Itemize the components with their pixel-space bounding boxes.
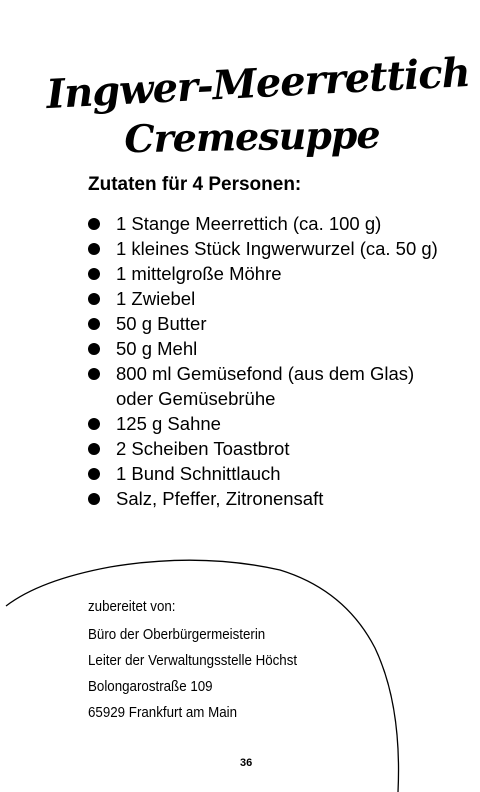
ingredient-text: 1 mittelgroße Möhre	[116, 263, 282, 284]
office-department: Leiter der Verwaltungsstelle Höchst	[88, 653, 298, 669]
office-name: Büro der Oberbürgermeisterin	[88, 627, 266, 643]
ingredient-text: 2 Scheiben Toastbrot	[116, 438, 290, 459]
ingredients-heading: Zutaten für 4 Personen:	[88, 174, 302, 195]
ingredient-text: Salz, Pfeffer, Zitronensaft	[116, 488, 324, 509]
ingredient-text: 1 kleines Stück Ingwerwurzel (ca. 50 g)	[116, 238, 438, 259]
ingredient-text: 1 Bund Schnittlauch	[116, 463, 281, 484]
ingredient-text: 1 Zwiebel	[116, 288, 196, 309]
recipe-title-line-2: Cremesuppe	[124, 111, 380, 162]
page-number: 36	[240, 757, 253, 769]
prepared-by-label: zubereitet von:	[88, 599, 176, 615]
ingredient-text: 1 Stange Meerrettich (ca. 100 g)	[116, 213, 382, 234]
prepared-by-block	[88, 594, 401, 726]
office-street: Bolongarostraße 109	[88, 679, 213, 695]
ingredient-text: 50 g Butter	[116, 313, 207, 334]
ingredient-text: 125 g Sahne	[116, 413, 221, 434]
recipe-title-line-1: Ingwer-Meerrettich	[45, 48, 471, 119]
ingredient-text: 50 g Mehl	[116, 338, 198, 359]
ingredient-text: 800 ml Gemüsefond (aus dem Glas) oder Gemüsebrühe	[116, 363, 415, 409]
office-city: 65929 Frankfurt am Main	[88, 705, 238, 721]
